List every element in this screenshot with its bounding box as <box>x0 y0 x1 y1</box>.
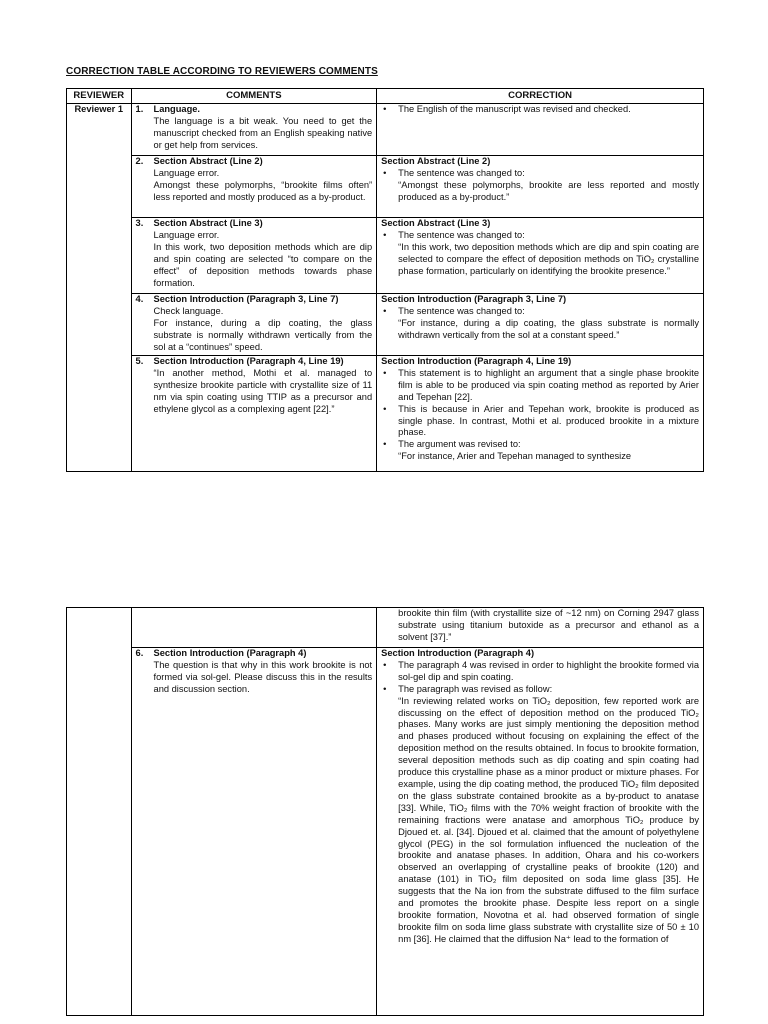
header-comments: COMMENTS <box>131 89 377 104</box>
reviewer-cell <box>67 608 132 1016</box>
correction-cell <box>377 218 704 294</box>
correction-heading: Section Abstract (Line 2) <box>381 156 491 166</box>
bullet-icon: • <box>383 305 387 316</box>
correction-quote-continued: brookite thin film (with crystallite size of ~12 nm) on Corning 2947 glass substrate using titanium butoxide as a precursor and ethanol as a solvent [37].” <box>398 608 699 642</box>
comment-number: 3. <box>135 218 144 228</box>
comment-text: “In another method, Mothi et al. managed to synthesize brookite particle with crystallite size of 11 nm via spin coating using TTIP as a precursor and ethylene glycol as a complexing agent [22].” <box>153 367 373 414</box>
table-row <box>67 104 704 156</box>
correction-cell <box>377 356 704 472</box>
correction-text: The sentence was changed to: <box>398 229 525 240</box>
comment-number: 4. <box>135 294 144 304</box>
correction-quote: “For instance, during a dip coating, the glass substrate is normally withdrawn vertically from the sol at a constant speed.” <box>398 317 699 340</box>
comment-text: Check language. For instance, during a dip coating, the glass substrate is normally withdrawn vertically from the sol at a “continues” speed. <box>153 305 373 352</box>
comment-cell <box>131 156 377 218</box>
comment-cell <box>131 218 377 294</box>
header-correction: CORRECTION <box>377 89 704 104</box>
correction-heading: Section Introduction (Paragraph 4) <box>381 648 535 658</box>
bullet-icon: • <box>383 104 387 114</box>
comment-text: The language is a bit weak. You need to get the manuscript checked from an English speaking native or get help from services. <box>153 115 373 150</box>
correction-table-continued <box>66 607 704 1016</box>
correction-text: The argument was revised to: <box>398 439 521 450</box>
comment-text: The question is that why in this work brookite is not formed via sol-gel. Please discuss this in the results and discussion section. <box>153 659 373 694</box>
correction-quote: “In this work, two deposition methods which are dip and spin coating are selected to compare the effect of deposition methods on TiO₂ crystalline phase formation, particularly on identifying the brookite presence.” <box>398 241 699 276</box>
comment-title: Section Abstract (Line 2) <box>153 156 263 166</box>
correction-cell <box>377 156 704 218</box>
bullet-icon: • <box>383 439 387 450</box>
comment-text: Language error. In this work, two deposition methods which are dip and spin coating are selected “to compare on the effect” of deposition methods towards phase formation. <box>153 229 373 288</box>
correction-text: The paragraph 4 was revised in order to highlight the brookite formed via sol-gel dip and spin coating. <box>398 659 699 682</box>
table-row <box>67 156 704 218</box>
reviewer-cell: Reviewer 1 <box>67 104 132 472</box>
bullet-icon: • <box>383 403 387 414</box>
correction-text: The sentence was changed to: <box>398 167 525 178</box>
document-title: CORRECTION TABLE ACCORDING TO REVIEWERS COMMENTS <box>66 66 378 77</box>
table-row <box>67 356 704 472</box>
bullet-icon: • <box>383 659 387 670</box>
comment-title: Section Introduction (Paragraph 4, Line 19) <box>153 356 344 366</box>
correction-quote: “Amongst these polymorphs, brookite are less reported and mostly produced as a by-product.” <box>398 179 699 202</box>
correction-heading: Section Introduction (Paragraph 4, Line 19) <box>381 356 572 366</box>
correction-heading: Section Introduction (Paragraph 3, Line 7) <box>381 294 567 304</box>
table-header-row <box>67 89 704 104</box>
table-row <box>67 648 704 1016</box>
header-reviewer: REVIEWER <box>67 89 132 104</box>
comment-text: Language error. Amongst these polymorphs, “brookite films often” less reported and mostly produced as a by-product. <box>153 167 373 202</box>
comment-title: Section Introduction (Paragraph 4) <box>153 648 307 658</box>
comment-title: Section Introduction (Paragraph 3, Line 7) <box>153 294 339 304</box>
table-row <box>67 608 704 648</box>
table-row <box>67 218 704 294</box>
comment-number: 5. <box>135 356 144 366</box>
comment-title: Language. <box>153 104 201 114</box>
comment-cell <box>131 356 377 472</box>
comment-cell <box>131 294 377 356</box>
correction-cell <box>377 608 704 648</box>
correction-text: This is because in Arier and Tepehan work, brookite is produced as single phase. In contrast, Mothi et al. produced brookite in a mixture phase. <box>398 403 699 438</box>
comment-title: Section Abstract (Line 3) <box>153 218 263 228</box>
correction-text: The paragraph was revised as follow: <box>398 683 553 694</box>
comment-cell <box>131 648 377 1016</box>
correction-quote: “In reviewing related works on TiO₂ deposition, few reported work are discussing on the effect of deposition method on the produced TiO₂ phases. Many works are just simply mentioning the deposition method and phases produced without focusing on explaining the effect of the deposition method on the results obtained. In focus to brookite formation, several deposition methods such as dip coating and spin coating had produce this crystalline phase as a minor product or mixture phases. For example, using the dip coating method, the produced TiO₂ film deposited on the glass substrate contained brookite as a by-product to anatase [33]. While, TiO₂ films with the 70% weight fraction of brookite with the remaining fractions were anatase and amorphous TiO₂ produce by Djoued et. al. [34]. Djoued et al. claimed that the amount of polyethylene glycol (PEG) in the sol formulation influenced the nucleation of the brookite and anatase phases. In addition, Ohara and his co-workers observed an overlapping of crystalline peaks of brookite (120) and anatase (101) in TiO₂ film deposited on soda lime glass [35]. He suggests that the Na ion from the substrate diffused to the film surface and promotes the brookite phase. Despite less report on a single brookite formation, Novotna et al. had observed formation of single brookite film on soda lime glass substrate with crystallite size of 50 ± 10 nm [36]. He claimed that the diffusion Na⁺ lead to the formation of <box>398 695 699 944</box>
correction-cell <box>377 104 704 156</box>
correction-text: The sentence was changed to: <box>398 305 525 316</box>
bullet-icon: • <box>383 229 387 240</box>
correction-quote: “For instance, Arier and Tepehan managed to synthesize <box>398 451 632 462</box>
correction-heading: Section Abstract (Line 3) <box>381 218 491 228</box>
correction-text: This statement is to highlight an argument that a single phase brookite film is able to be produced via spin coating method as reported by Arier and Tepehan [22]. <box>398 367 699 402</box>
comment-cell <box>131 104 377 156</box>
comment-cell <box>131 608 377 648</box>
bullet-icon: • <box>383 167 387 178</box>
comment-number: 1. <box>135 104 144 114</box>
table-row <box>67 294 704 356</box>
comment-number: 6. <box>135 648 144 658</box>
bullet-icon: • <box>383 367 387 378</box>
bullet-icon: • <box>383 683 387 694</box>
correction-text: The English of the manuscript was revised and checked. <box>398 104 631 114</box>
correction-cell <box>377 294 704 356</box>
comment-number: 2. <box>135 156 144 166</box>
correction-cell <box>377 648 704 1016</box>
correction-table <box>66 88 704 472</box>
